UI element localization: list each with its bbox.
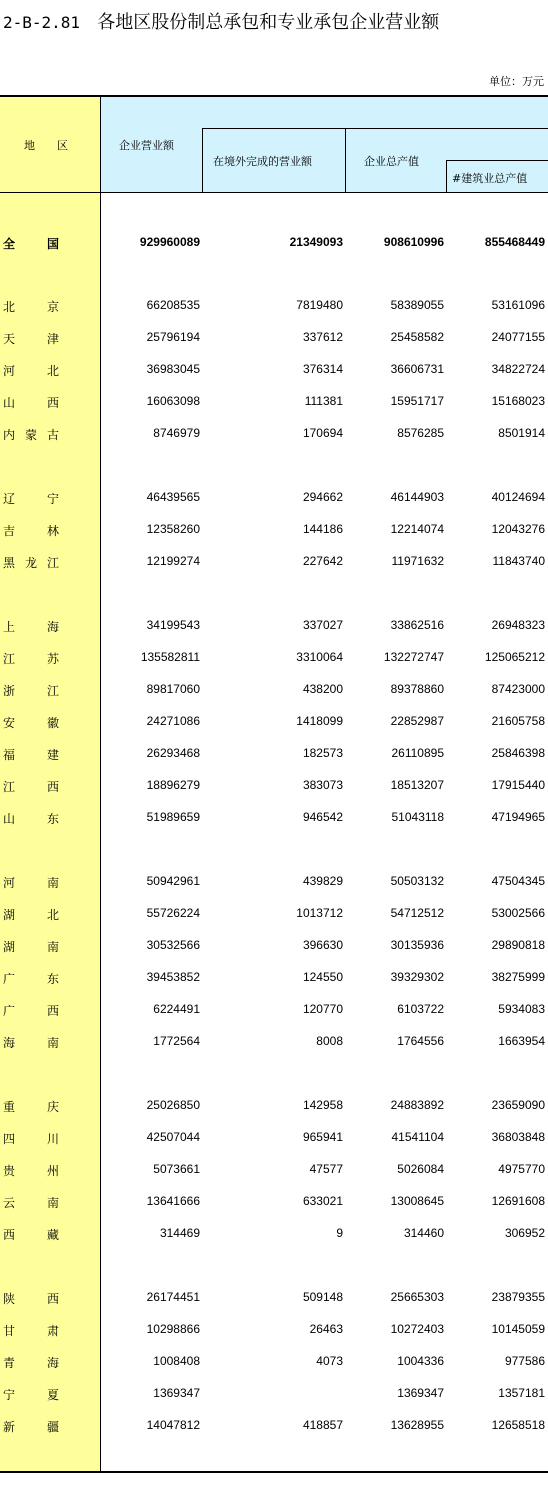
construction-cell: 47504345 <box>491 874 545 888</box>
table-row <box>0 648 548 668</box>
table-row <box>0 360 548 380</box>
construction-cell: 23659090 <box>491 1098 545 1112</box>
revenue-cell: 30532566 <box>146 938 200 952</box>
overseas-cell: 7819480 <box>296 298 343 312</box>
output-cell: 1369347 <box>397 1386 444 1400</box>
output-cell: 33862516 <box>390 618 444 632</box>
construction-cell: 855468449 <box>484 235 545 249</box>
output-cell: 89378860 <box>390 682 444 696</box>
revenue-cell: 12358260 <box>146 522 200 536</box>
table-row <box>0 488 548 508</box>
revenue-cell: 314469 <box>159 1226 200 1240</box>
output-cell: 25458582 <box>390 330 444 344</box>
output-cell: 1764556 <box>397 1034 444 1048</box>
region-name: 湖 南 <box>3 940 59 954</box>
overseas-cell: 9 <box>336 1226 343 1240</box>
construction-cell: 23879355 <box>491 1290 545 1304</box>
region-name: 西 藏 <box>3 1228 59 1242</box>
revenue-cell: 135582811 <box>140 650 200 664</box>
overseas-cell: 946542 <box>302 810 343 824</box>
revenue-cell: 46439565 <box>146 490 200 504</box>
region-name: 黑 龙 江 <box>3 556 59 570</box>
overseas-cell: 111381 <box>304 394 343 408</box>
region-name: 江 苏 <box>3 652 59 666</box>
revenue-cell: 66208535 <box>146 298 200 312</box>
construction-cell: 5934083 <box>498 1002 545 1016</box>
revenue-cell: 14047812 <box>146 1418 200 1432</box>
output-cell: 8576285 <box>397 426 444 440</box>
table-row <box>0 1416 548 1436</box>
table-row <box>0 424 548 444</box>
output-cell: 6103722 <box>397 1002 444 1016</box>
table-title: 各地区股份制总承包和专业承包企业营业额 <box>97 12 440 33</box>
output-cell: 25665303 <box>390 1290 444 1304</box>
construction-cell: 15168023 <box>491 394 545 408</box>
output-cell: 22852987 <box>390 714 444 728</box>
output-cell: 46144903 <box>390 490 444 504</box>
region-name: 重 庆 <box>3 1100 59 1114</box>
page-title <box>3 8 439 34</box>
region-name: 福 建 <box>3 748 59 762</box>
header-subrule-2 <box>446 160 548 161</box>
output-cell: 58389055 <box>390 298 444 312</box>
output-cell: 13008645 <box>390 1194 444 1208</box>
output-cell: 36606731 <box>390 362 444 376</box>
revenue-cell: 51989659 <box>146 810 200 824</box>
region-name: 全 国 <box>3 237 59 251</box>
output-cell: 5026084 <box>397 1162 444 1176</box>
overseas-cell: 376314 <box>302 362 343 376</box>
output-cell: 11971632 <box>391 554 444 568</box>
construction-cell: 53161096 <box>491 298 545 312</box>
table-row <box>0 520 548 540</box>
overseas-cell: 1418099 <box>296 714 343 728</box>
output-cell: 54712512 <box>390 906 444 920</box>
overseas-cell: 8008 <box>316 1034 343 1048</box>
region-name: 北 京 <box>3 300 59 314</box>
overseas-cell: 337027 <box>302 618 343 632</box>
construction-cell: 4975770 <box>498 1162 545 1176</box>
header-construction: #建筑业总产值 <box>452 172 528 185</box>
construction-cell: 26948323 <box>491 618 545 632</box>
revenue-cell: 26293468 <box>146 746 200 760</box>
overseas-cell: 294662 <box>302 490 343 504</box>
table-row <box>0 904 548 924</box>
region-name: 广 东 <box>3 972 59 986</box>
table-row <box>0 968 548 988</box>
output-cell: 26110895 <box>391 746 444 760</box>
construction-cell: 24077155 <box>491 330 545 344</box>
region-name: 海 南 <box>3 1036 59 1050</box>
construction-cell: 306952 <box>504 1226 545 1240</box>
region-name: 云 南 <box>3 1196 59 1210</box>
revenue-cell: 10298866 <box>146 1322 200 1336</box>
region-name: 宁 夏 <box>3 1388 59 1402</box>
overseas-cell: 47577 <box>309 1162 343 1176</box>
construction-cell: 17915440 <box>491 778 545 792</box>
header-divider-2 <box>345 128 346 192</box>
overseas-cell: 4073 <box>316 1354 343 1368</box>
table-row <box>0 776 548 796</box>
table-row <box>0 936 548 956</box>
region-name: 湖 北 <box>3 908 59 922</box>
table-row <box>0 1128 548 1148</box>
construction-cell: 36803848 <box>491 1130 545 1144</box>
overseas-cell: 170694 <box>302 426 343 440</box>
region-name: 贵 州 <box>3 1164 59 1178</box>
output-cell: 15951717 <box>390 394 444 408</box>
revenue-cell: 50942961 <box>146 874 200 888</box>
construction-cell: 29890818 <box>491 938 545 952</box>
output-cell: 51043118 <box>391 810 444 824</box>
table-row <box>0 1096 548 1116</box>
table-row <box>0 296 548 316</box>
construction-cell: 25846398 <box>491 746 545 760</box>
revenue-cell: 1008408 <box>153 1354 200 1368</box>
table-row <box>0 1032 548 1052</box>
table-code: 2-B-2.81 <box>3 13 81 32</box>
construction-cell: 1663954 <box>498 1034 545 1048</box>
header-divider-3 <box>446 160 447 192</box>
construction-cell: 12658518 <box>491 1418 545 1432</box>
construction-cell: 12691608 <box>491 1194 545 1208</box>
output-cell: 24883892 <box>390 1098 444 1112</box>
overseas-cell: 633021 <box>302 1194 343 1208</box>
revenue-cell: 26174451 <box>146 1290 200 1304</box>
overseas-cell: 418857 <box>302 1418 343 1432</box>
region-name: 青 海 <box>3 1356 59 1370</box>
overseas-cell: 439829 <box>302 874 343 888</box>
overseas-cell: 26463 <box>309 1322 343 1336</box>
table-row <box>0 1192 548 1212</box>
output-cell: 41541104 <box>391 1130 444 1144</box>
construction-cell: 47194965 <box>491 810 545 824</box>
overseas-cell: 383073 <box>302 778 343 792</box>
table-row <box>0 1384 548 1404</box>
output-cell: 30135936 <box>390 938 444 952</box>
region-name: 山 东 <box>3 812 59 826</box>
revenue-cell: 8746979 <box>153 426 200 440</box>
region-name: 山 西 <box>3 396 59 410</box>
construction-cell: 11843740 <box>492 554 545 568</box>
overseas-cell: 144186 <box>302 522 343 536</box>
region-name: 辽 宁 <box>3 492 59 506</box>
table-row <box>0 1288 548 1308</box>
construction-cell: 125065212 <box>484 650 545 664</box>
revenue-cell: 89817060 <box>146 682 200 696</box>
revenue-cell: 13641666 <box>146 1194 200 1208</box>
revenue-cell: 25026850 <box>146 1098 200 1112</box>
table-row <box>0 712 548 732</box>
table-row <box>0 1352 548 1372</box>
region-name: 甘 肃 <box>3 1324 59 1338</box>
table-row <box>0 1160 548 1180</box>
table-row <box>0 392 548 412</box>
overseas-cell: 120770 <box>302 1002 343 1016</box>
revenue-cell: 36983045 <box>146 362 200 376</box>
construction-cell: 10145059 <box>491 1322 545 1336</box>
construction-cell: 8501914 <box>498 426 545 440</box>
region-name: 吉 林 <box>3 524 59 538</box>
overseas-cell: 182573 <box>302 746 343 760</box>
region-name: 河 北 <box>3 364 59 378</box>
table-row <box>0 1320 548 1340</box>
table-row <box>0 744 548 764</box>
overseas-cell: 965941 <box>302 1130 343 1144</box>
output-cell: 12214074 <box>390 522 444 536</box>
output-cell: 10272403 <box>390 1322 444 1336</box>
table-row <box>0 1224 548 1244</box>
header-region: 地 区 <box>24 139 68 152</box>
table-row <box>0 328 548 348</box>
table-row <box>0 1000 548 1020</box>
revenue-cell: 24271086 <box>146 714 200 728</box>
region-name: 河 南 <box>3 876 59 890</box>
construction-cell: 21605758 <box>491 714 545 728</box>
output-cell: 50503132 <box>390 874 444 888</box>
table-row <box>0 552 548 572</box>
revenue-cell: 34199543 <box>146 618 200 632</box>
table-row <box>0 872 548 892</box>
construction-cell: 12043276 <box>491 522 545 536</box>
construction-cell: 38275999 <box>491 970 545 984</box>
revenue-cell: 42507044 <box>146 1130 200 1144</box>
output-cell: 1004336 <box>397 1354 444 1368</box>
revenue-cell: 25796194 <box>146 330 200 344</box>
overseas-cell: 509148 <box>302 1290 343 1304</box>
overseas-cell: 438200 <box>302 682 343 696</box>
revenue-cell: 12199274 <box>146 554 200 568</box>
table-top-rule <box>0 95 548 97</box>
region-name: 广 西 <box>3 1004 59 1018</box>
header-divider-1 <box>202 128 203 192</box>
construction-cell: 34822724 <box>491 362 545 376</box>
overseas-cell: 227642 <box>302 554 343 568</box>
construction-cell: 40124694 <box>491 490 545 504</box>
header-output: 企业总产值 <box>364 155 419 168</box>
output-cell: 39329302 <box>390 970 444 984</box>
output-cell: 314460 <box>403 1226 444 1240</box>
header-bottom-rule <box>0 192 548 193</box>
construction-cell: 977586 <box>504 1354 545 1368</box>
construction-cell: 53002566 <box>491 906 545 920</box>
revenue-cell: 55726224 <box>146 906 200 920</box>
overseas-cell: 21349093 <box>289 235 343 249</box>
revenue-cell: 6224491 <box>153 1002 200 1016</box>
revenue-cell: 5073661 <box>153 1162 200 1176</box>
revenue-cell: 1772564 <box>153 1034 200 1048</box>
region-name: 四 川 <box>3 1132 59 1146</box>
output-cell: 18513207 <box>390 778 444 792</box>
region-name: 安 徽 <box>3 716 59 730</box>
unit-label: 单位：万元 <box>489 75 544 88</box>
table-row <box>0 616 548 636</box>
construction-cell: 1357181 <box>498 1386 545 1400</box>
region-name: 内 蒙 古 <box>3 428 59 442</box>
construction-cell: 87423000 <box>491 682 545 696</box>
region-name: 上 海 <box>3 620 59 634</box>
region-name: 江 西 <box>3 780 59 794</box>
table-row <box>0 808 548 828</box>
header-revenue: 企业营业额 <box>119 139 174 152</box>
overseas-cell: 1013712 <box>296 906 343 920</box>
revenue-cell: 929960089 <box>139 235 200 249</box>
overseas-cell: 396630 <box>302 938 343 952</box>
output-cell: 908610996 <box>383 235 444 249</box>
overseas-cell: 142958 <box>302 1098 343 1112</box>
region-name: 陕 西 <box>3 1292 59 1306</box>
table-bottom-rule <box>0 1471 548 1473</box>
region-name: 新 疆 <box>3 1420 59 1434</box>
revenue-cell: 1369347 <box>153 1386 200 1400</box>
region-name: 天 津 <box>3 332 59 346</box>
overseas-cell: 124550 <box>302 970 343 984</box>
header-overseas: 在境外完成的营业额 <box>213 155 312 168</box>
header-subrule-1 <box>202 128 548 129</box>
table-row <box>0 680 548 700</box>
revenue-cell: 18896279 <box>146 778 200 792</box>
output-cell: 132272747 <box>383 650 444 664</box>
overseas-cell: 3310064 <box>296 650 343 664</box>
revenue-cell: 39453852 <box>146 970 200 984</box>
region-name: 浙 江 <box>3 684 59 698</box>
overseas-cell: 337612 <box>302 330 343 344</box>
revenue-cell: 16063098 <box>146 394 200 408</box>
output-cell: 13628955 <box>390 1418 444 1432</box>
table-row-total <box>0 233 548 253</box>
